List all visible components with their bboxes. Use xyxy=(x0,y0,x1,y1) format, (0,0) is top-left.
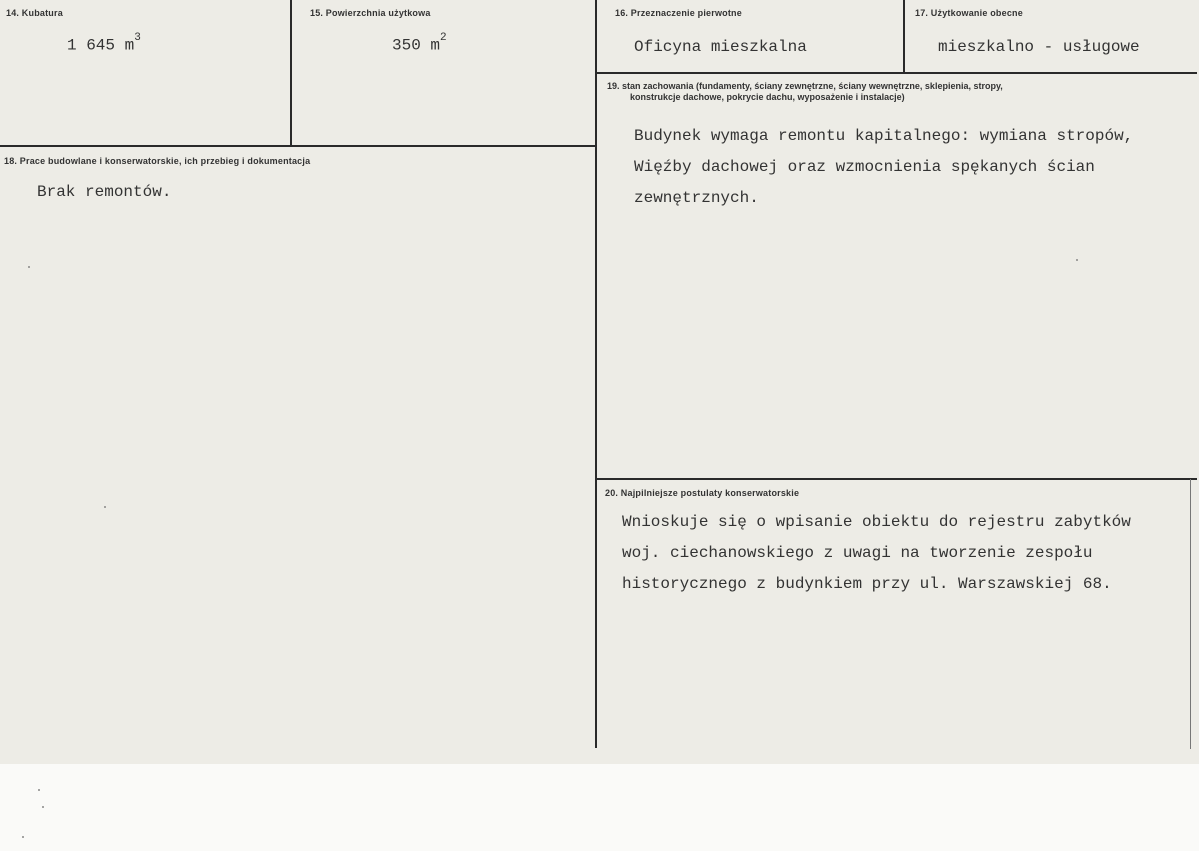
field-20-label: 20. Najpilniejsze postulaty konserwatorskie xyxy=(605,488,800,498)
paper-speck xyxy=(42,806,44,808)
field-15-value xyxy=(392,32,447,55)
paper-speck xyxy=(104,506,106,508)
field-20-line: historycznego z budynkiem przy ul. Warszawskiej 68. xyxy=(622,575,1112,593)
field-17-label: 17. Użytkowanie obecne xyxy=(915,8,1023,18)
field-19-line: Budynek wymaga remontu kapitalnego: wymiana stropów, xyxy=(634,127,1134,145)
paper-speck xyxy=(22,836,24,838)
field-14-label: 14. Kubatura xyxy=(6,8,63,18)
scan-margin xyxy=(0,764,1199,851)
divider-h-14-18 xyxy=(0,145,597,147)
paper-speck xyxy=(28,266,30,268)
field-15-value-text: 350 m xyxy=(392,36,441,55)
field-16-label: 16. Przeznaczenie pierwotne xyxy=(615,8,742,18)
field-20-line: woj. ciechanowskiego z uwagi na tworzenie zespołu xyxy=(622,544,1093,562)
field-14-value xyxy=(67,32,141,55)
field-15-exponent: 2 xyxy=(440,32,447,44)
field-16-value: Oficyna mieszkalna xyxy=(634,38,807,56)
divider-h-19-20 xyxy=(597,478,1197,480)
divider-v-16-17 xyxy=(903,0,905,73)
divider-v-14-15 xyxy=(290,0,292,146)
field-19-line: Więźby dachowej oraz wzmocnienia spękanych ścian xyxy=(634,158,1095,176)
field-19-label-line: konstrukcje dachowe, pokrycie dachu, wyposażenie i instalacje) xyxy=(630,92,905,102)
divider-v-right-edge xyxy=(1190,479,1191,749)
divider-v-main xyxy=(595,0,597,748)
field-19-line: zewnętrznych. xyxy=(634,189,759,207)
field-15-label: 15. Powierzchnia użytkowa xyxy=(310,8,431,18)
paper-speck xyxy=(38,789,40,791)
field-19-text xyxy=(634,121,1133,214)
divider-h-16-19 xyxy=(597,72,1197,74)
field-14-value-text: 1 645 m xyxy=(67,36,135,55)
field-19-label xyxy=(607,81,1003,103)
field-17-value: mieszkalno - usługowe xyxy=(938,38,1140,56)
field-20-line: Wnioskuje się o wpisanie obiektu do rejestru zabytków xyxy=(622,513,1131,531)
paper-speck xyxy=(1076,259,1078,261)
field-14-exponent: 3 xyxy=(134,32,141,44)
field-20-text xyxy=(622,507,1131,600)
field-18-value: Brak remontów. xyxy=(37,183,172,201)
field-19-label-line: 19. stan zachowania (fundamenty, ściany zewnętrzne, ściany wewnętrzne, sklepienia, stropy, xyxy=(607,81,1003,91)
field-18-label: 18. Prace budowlane i konserwatorskie, ich przebieg i dokumentacja xyxy=(4,156,311,166)
